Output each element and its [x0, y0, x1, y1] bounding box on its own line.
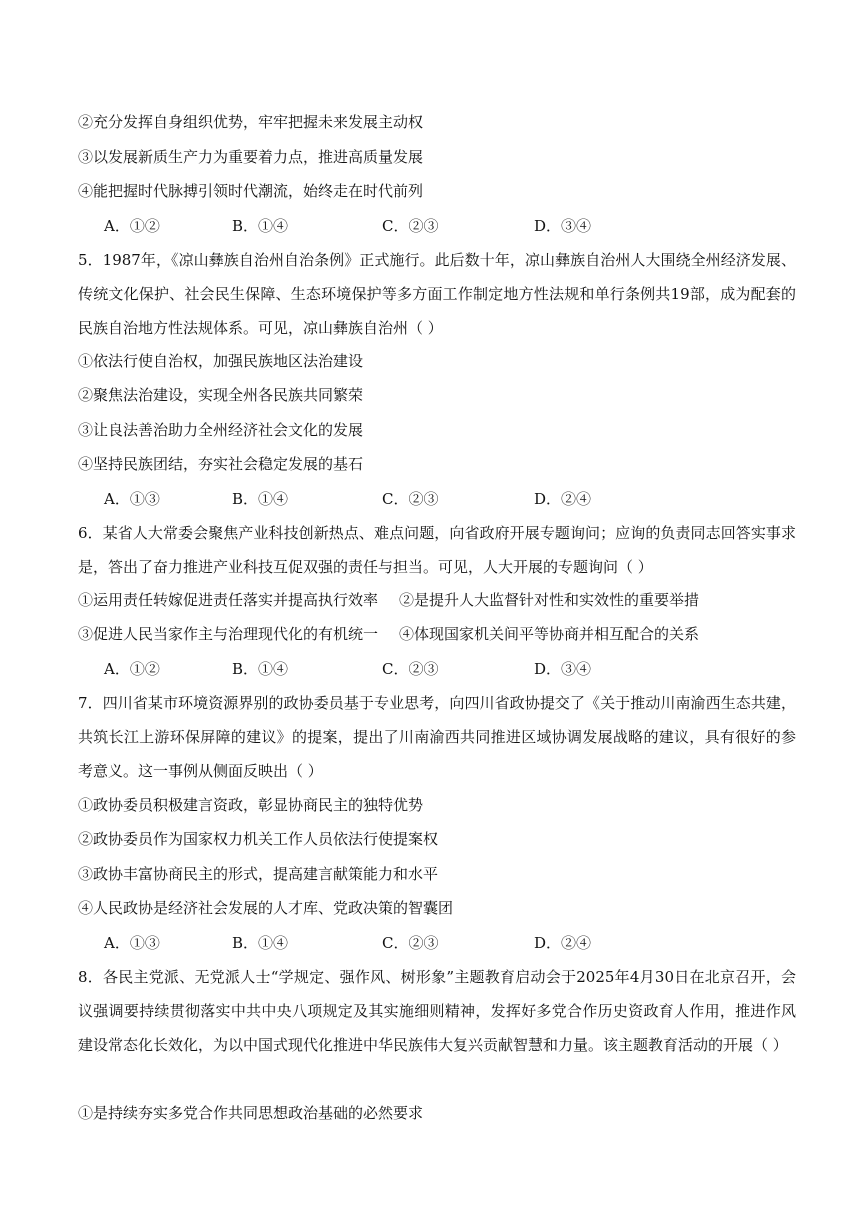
q5-choice-c[interactable]: C．②③: [382, 490, 439, 508]
q6-choice-a[interactable]: A．①②: [104, 660, 160, 678]
q6-choice-c[interactable]: C．②③: [382, 660, 439, 678]
q7-stem: 7．四川省某市环境资源界别的政协委员基于专业思考，向四川省政协提交了《关于推动川南渝西生态共建，共筑长江上游环保屏障的建议》的提案，提出了川南渝西共同推进区域协调发展战略的建议，具有很好的参考意义。这一事例从侧面反映出（ ）: [78, 694, 796, 780]
q8-stem: 8．各民主党派、无党派人士“学规定、强作风、树形象”主题教育启动会于2025年4月30日在北京召开，会议强调要持续贯彻落实中共中央八项规定及其实施细则精神，发挥好多党合作历史资政育人作用，推进作风建设常态化长效化，为以中国式现代化推进中华民族伟大复兴贡献智慧和力量。该主题教育活动的开展（ ）: [78, 968, 796, 1054]
q8-option-1: ①是持续夯实多党合作共同思想政治基础的必然要求: [78, 1104, 424, 1122]
q5-option-3: ③让良法善治助力全州经济社会文化的发展: [78, 421, 364, 439]
q6-choice-d[interactable]: D．③④: [534, 660, 592, 678]
q7-option-1: ①政协委员积极建言资政，彰显协商民主的独特优势: [78, 796, 424, 814]
q7-option-2: ②政协委员作为国家权力机关工作人员依法行使提案权: [78, 830, 439, 848]
q4-option-2: ②充分发挥自身组织优势，牢牢把握未来发展主动权: [78, 113, 424, 131]
q5-choice-b[interactable]: B．①④: [232, 490, 289, 508]
q5-choices: [104, 489, 664, 509]
q5-stem: 5．1987年，《凉山彝族自治州自治条例》正式施行。此后数十年，凉山彝族自治州人大围绕全州经济发展、传统文化保护、社会民生保障、生态环境保护等多方面工作制定地方性法规和单行条例共19部，成为配套的民族自治地方性法规体系。可见，凉山彝族自治州（ ）: [78, 251, 796, 337]
q6-option-3: ③促进人民当家作主与治理现代化的有机统一: [78, 625, 379, 643]
q4-choice-b[interactable]: B．①④: [232, 217, 289, 235]
q6-stem: 6．某省人大常委会聚焦产业科技创新热点、难点问题，向省政府开展专题询问；应询的负责同志回答实事求是，答出了奋力推进产业科技互促双强的责任与担当。可见，人大开展的专题询问（ ）: [78, 524, 796, 576]
q7-choice-c[interactable]: C．②③: [382, 934, 439, 952]
q6-option-2: ②是提升人大监督针对性和实效性的重要举措: [399, 591, 700, 609]
q4-choice-d[interactable]: D．③④: [534, 217, 592, 235]
q6-options-row-2: [78, 624, 700, 644]
q7-choice-a[interactable]: A．①③: [104, 934, 160, 952]
q5-option-2: ②聚焦法治建设，实现全州各民族共同繁荣: [78, 386, 364, 404]
q5-option-1: ①依法行使自治权，加强民族地区法治建设: [78, 352, 364, 370]
q6-choices: [104, 659, 664, 679]
q6-option-4: ④体现国家机关间平等协商并相互配合的关系: [399, 625, 700, 643]
q7-option-3: ③政协丰富协商民主的形式，提高建言献策能力和水平: [78, 865, 439, 883]
q7-choice-d[interactable]: D．②④: [534, 934, 592, 952]
q6-options-row-1: [78, 590, 700, 610]
q4-choices: [104, 216, 664, 236]
q5-choice-a[interactable]: A．①③: [104, 490, 160, 508]
q5-choice-d[interactable]: D．②④: [534, 490, 592, 508]
q5-option-4: ④坚持民族团结，夯实社会稳定发展的基石: [78, 455, 364, 473]
q6-choice-b[interactable]: B．①④: [232, 660, 289, 678]
q7-choices: [104, 933, 664, 953]
q6-option-1: ①运用责任转嫁促进责任落实并提高执行效率: [78, 591, 379, 609]
q7-option-4: ④人民政协是经济社会发展的人才库、党政决策的智囊团: [78, 899, 454, 917]
q7-choice-b[interactable]: B．①④: [232, 934, 289, 952]
q4-option-3: ③以发展新质生产力为重要着力点，推进高质量发展: [78, 148, 424, 166]
q4-choice-c[interactable]: C．②③: [382, 217, 439, 235]
q4-choice-a[interactable]: A．①②: [104, 217, 160, 235]
q4-option-4: ④能把握时代脉搏引领时代潮流，始终走在时代前列: [78, 182, 424, 200]
